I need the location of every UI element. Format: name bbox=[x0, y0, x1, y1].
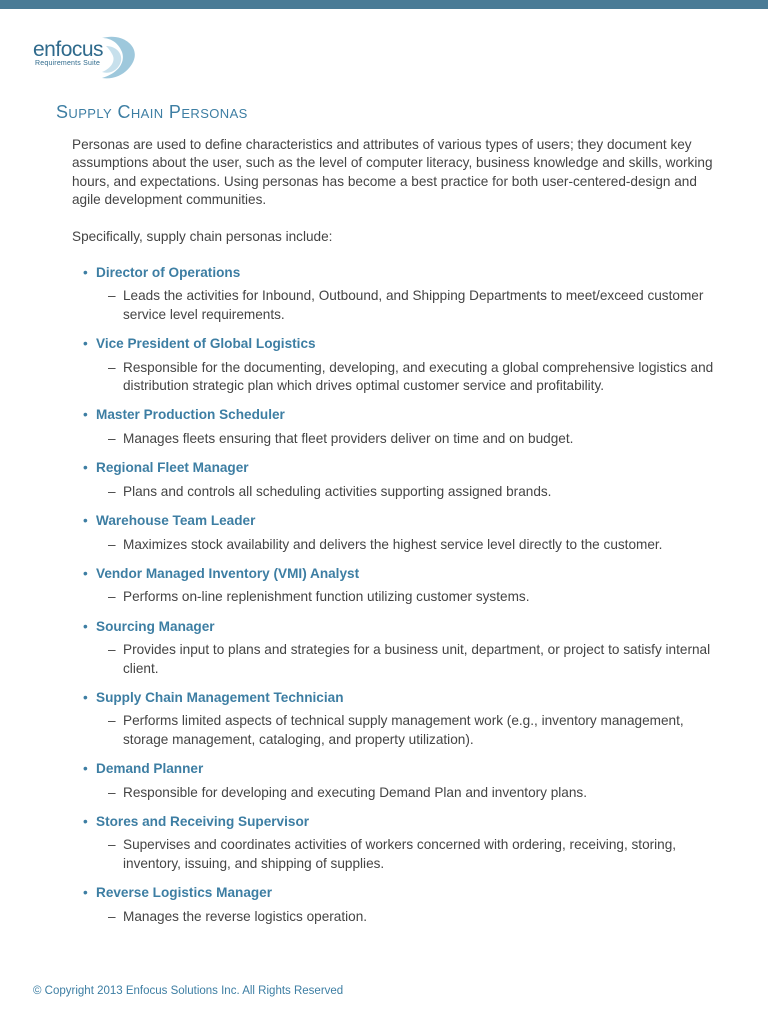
persona-title: • Stores and Receiving Supervisor bbox=[96, 813, 310, 829]
dash-icon: – bbox=[108, 536, 116, 552]
persona-title: • Reverse Logistics Manager bbox=[96, 885, 273, 901]
list-item bbox=[72, 565, 722, 607]
dash-icon: – bbox=[108, 589, 116, 605]
enfocus-logo bbox=[32, 34, 136, 80]
dash-icon: – bbox=[108, 483, 116, 499]
list-item bbox=[72, 884, 722, 926]
persona-description: Performs limited aspects of technical supply management work (e.g., inventory management, storage management, cataloging, and property utilization). bbox=[123, 713, 684, 747]
list-item bbox=[72, 264, 722, 324]
dash-icon: – bbox=[108, 784, 116, 800]
list-item bbox=[72, 406, 722, 448]
dash-icon: – bbox=[108, 642, 116, 658]
persona-description: Leads the activities for Inbound, Outbound, and Shipping Departments to meet/exceed customer service level requirements. bbox=[123, 288, 704, 322]
dash-icon: – bbox=[108, 288, 116, 304]
persona-description: Performs on-line replenishment function utilizing customer systems. bbox=[123, 589, 530, 605]
persona-description: Responsible for developing and executing Demand Plan and inventory plans. bbox=[123, 784, 587, 800]
copyright-footer: © Copyright 2013 Enfocus Solutions Inc. All Rights Reserved bbox=[33, 985, 344, 997]
persona-title: • Master Production Scheduler bbox=[96, 407, 285, 423]
list-item bbox=[72, 335, 722, 395]
persona-title: • Vice President of Global Logistics bbox=[96, 336, 316, 352]
persona-description: Maximizes stock availability and delivers the highest service level directly to the customer. bbox=[123, 536, 663, 552]
dash-icon: – bbox=[108, 430, 116, 446]
persona-description: Responsible for the documenting, developing, and executing a global comprehensive logistics and distribution strategic plan which drives optimal customer service and profitability. bbox=[123, 359, 714, 394]
persona-title: • Sourcing Manager bbox=[96, 618, 215, 634]
persona-list bbox=[72, 264, 722, 926]
persona-title: • Warehouse Team Leader bbox=[96, 513, 256, 529]
list-item bbox=[72, 512, 722, 554]
persona-description: Plans and controls all scheduling activities supporting assigned brands. bbox=[123, 483, 552, 499]
persona-title: • Demand Planner bbox=[96, 761, 204, 777]
list-item bbox=[72, 459, 722, 501]
list-item bbox=[72, 618, 722, 678]
persona-description: Supervises and coordinates activities of workers concerned with ordering, receiving, storing, inventory, issuing, and shipping of supplies. bbox=[123, 837, 677, 871]
logo-wordmark: enfocus bbox=[33, 38, 104, 61]
persona-title: • Regional Fleet Manager bbox=[96, 460, 249, 476]
list-item bbox=[72, 760, 722, 802]
persona-description: Manages fleets ensuring that fleet providers deliver on time and on budget. bbox=[123, 430, 574, 446]
lead-sentence: Specifically, supply chain personas include: bbox=[72, 228, 333, 244]
persona-description: Provides input to plans and strategies for a business unit, department, or project to satisfy internal client. bbox=[123, 642, 711, 676]
dash-icon: – bbox=[108, 837, 116, 853]
dash-icon: – bbox=[108, 908, 116, 924]
top-bar bbox=[0, 0, 768, 9]
persona-title: • Vendor Managed Inventory (VMI) Analyst bbox=[96, 565, 360, 581]
persona-title: • Director of Operations bbox=[96, 265, 241, 281]
intro-paragraph: Personas are used to define characteristics and attributes of various types of users; they document key assumptions about the user, such as the level of computer literacy, business knowledge and skills, working hours, and expectations. Using personas has become a best practice for both user-centered-design and agile development communities. bbox=[72, 137, 713, 208]
list-item bbox=[72, 813, 722, 873]
document-body bbox=[72, 136, 722, 937]
persona-description: Manages the reverse logistics operation. bbox=[123, 908, 368, 924]
dash-icon: – bbox=[108, 359, 116, 375]
list-item bbox=[72, 689, 722, 749]
dash-icon: – bbox=[108, 713, 116, 729]
page-title: Supply Chain Personas bbox=[56, 102, 248, 122]
logo-subtitle: Requirements Suite bbox=[35, 60, 101, 67]
persona-title: • Supply Chain Management Technician bbox=[96, 689, 344, 705]
